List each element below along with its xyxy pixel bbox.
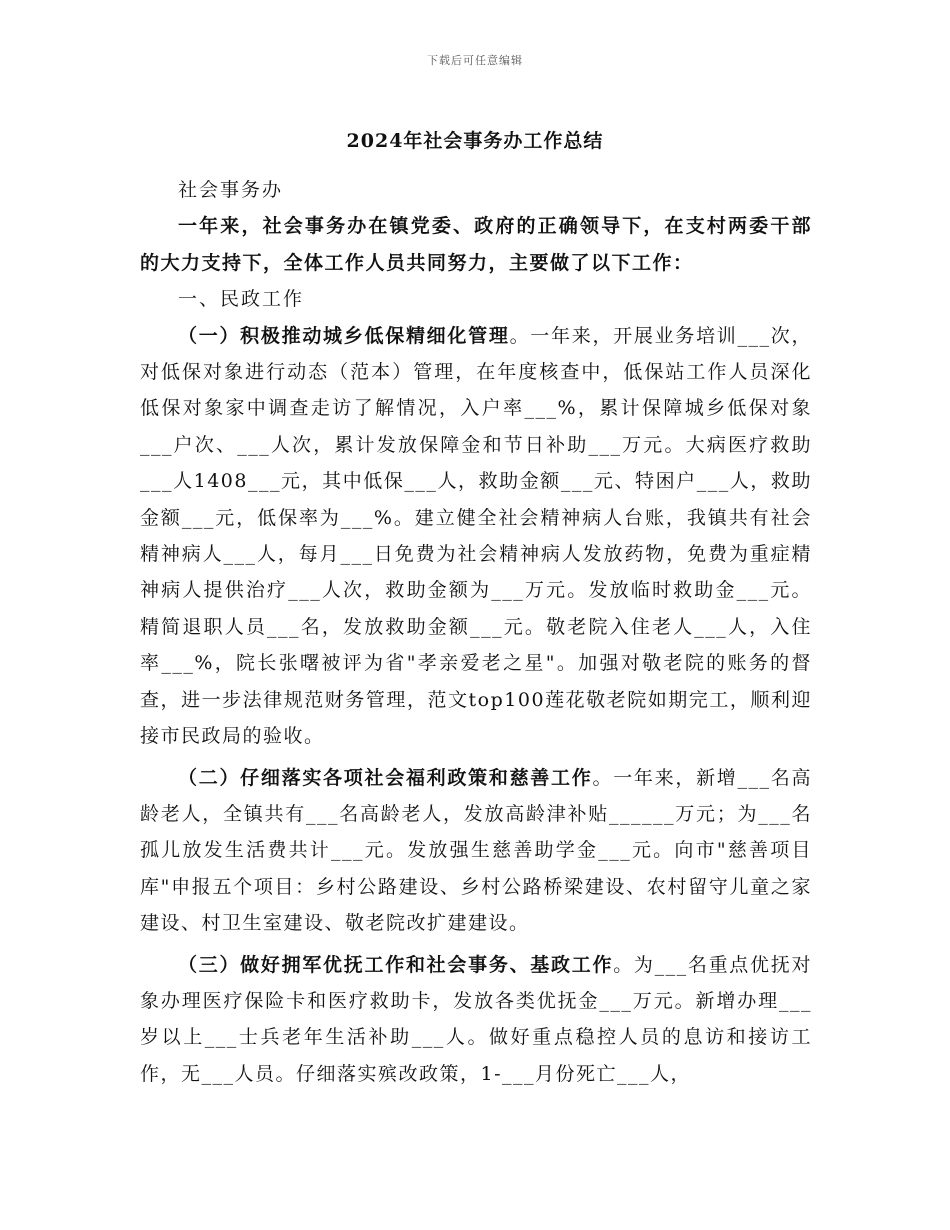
- document-body: [140, 172, 812, 1092]
- intro-paragraph: 一年来，社会事务办在镇党委、政府的正确领导下，在支村两委干部的大力支持下，全体工作人员共同努力，主要做了以下工作：: [140, 215, 812, 274]
- paragraph-text: 。一年来，开展业务培训___次，对低保对象进行动态（范本）管理，在年度核查中，低保站工作人员深化低保对象家中调查走访了解情况，入户率___%，累计保障城乡低保对象___户次、___人次，累计发放保障金和节日补助___万元。大病医疗救助___人1408___元，其中低保___人，救助金额___元、特困户___人，救助金额___元，低保率为___%。建立健全社会精神病人台账，我镇共有社会精神病人___人，每月___日免费为社会精神病人发放药物，免费为重症精神病人提供治疗___人次，救助金额为___万元。发放临时救助金___元。精简退职人员___名，发放救助金额___元。敬老院入住老人___人，入住率___%，院长张曙被评为省"孝亲爱老之星"。加强对敬老院的账务的督查，进一步法律规范财务管理，范文top100莲花敬老院如期完工，顺利迎接市民政局的验收。: [140, 324, 812, 748]
- paragraph-text: 。一年来，新增___名高龄老人，全镇共有___名高龄老人，发放高龄津补贴______万元；为___名孤儿放发生活费共计___元。发放强生慈善助学金___元。向市"慈善项目库"申报五个项目：乡村公路建设、乡村公路桥梁建设、农村留守儿童之家建设、村卫生室建设、敬老院改扩建建设。: [140, 766, 812, 935]
- paragraph-military-support: [140, 947, 812, 1093]
- paragraph-subsidy-management: [140, 318, 812, 755]
- paragraph-welfare-charity: [140, 760, 812, 942]
- subheading: （三）做好拥军优抚工作和社会事务、基政工作: [178, 953, 614, 976]
- section-heading-civil-affairs: 一、民政工作: [178, 288, 305, 311]
- subheading: （二）仔细落实各项社会福利政策和慈善工作: [178, 766, 593, 789]
- header-watermark: 下载后可任意编辑: [427, 54, 523, 67]
- paragraph-text: 。为___名重点优抚对象办理医疗保险卡和医疗救助卡，发放各类优抚金___万元。新增办理___岁以上___士兵老年生活补助___人。做好重点稳控人员的息访和接访工作，无___人员。仔细落实殡改政策，1-___月份死亡___人，: [140, 953, 812, 1085]
- department-line: 社会事务办: [178, 179, 284, 201]
- subheading: （一）积极推动城乡低保精细化管理: [178, 324, 510, 347]
- document-title: 2024年社会事务办工作总结: [346, 130, 604, 152]
